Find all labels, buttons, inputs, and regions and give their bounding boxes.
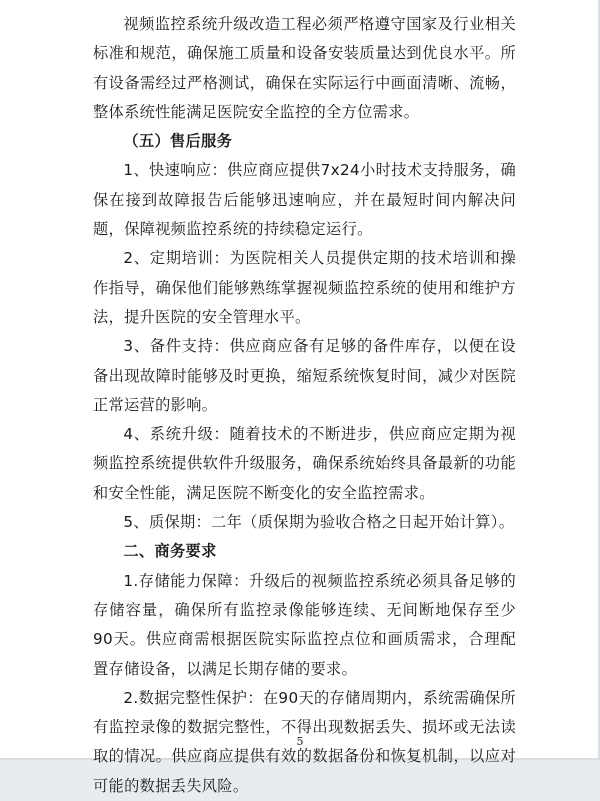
- after-sales-item-3: 3、备件支持：供应商应备有足够的备件库存，以便在设备出现故障时能够及时更换，缩短系统恢复时间，减少对医院正常运营的影响。: [93, 337, 516, 414]
- intro-paragraph: 视频监控系统升级改造工程必须严格遵守国家及行业相关标准和规范，确保施工质量和设备安装质量达到优良水平。所有设备需经过严格测试，确保在实际运行中画面清晰、流畅，整体系统性能满足医院安全监控的全方位需求。: [93, 15, 516, 121]
- after-sales-item-5: 5、质保期：二年（质保期为验收合格之日起开始计算）。: [123, 513, 515, 532]
- after-sales-item-1: 1、快速响应：供应商应提供7x24小时技术支持服务，确保在接到故障报告后能够迅速响应，并在最短时间内解决问题，保障视频监控系统的持续稳定运行。: [93, 161, 516, 239]
- page-number: 5: [296, 735, 304, 748]
- business-item-1: 1.存储能力保障：升级后的视频监控系统必须具备足够的存储容量，确保所有监控录像能够连续、无间断地保存至少90天。供应商需根据医院实际监控点位和画质需求，合理配置存储设备，以满足长期存储的要求。: [93, 571, 516, 678]
- after-sales-item-4: 4、系统升级：随着技术的不断进步，供应商应定期为视频监控系统提供软件升级服务，确保系统始终具备最新的功能和安全性能，满足医院不断变化的安全监控需求。: [93, 425, 516, 502]
- business-requirements-heading: 二、商务要求: [123, 542, 217, 561]
- page-body: [93, 10, 516, 801]
- business-item-2: 2.数据完整性保护：在90天的存储周期内，系统需确保所有监控录像的数据完整性，不得出现数据丢失、损坏或无法读取的情况。供应商应提供有效的数据备份和恢复机制，以应对可能的数据丢失风险。: [93, 688, 516, 795]
- after-sales-heading: （五）售后服务: [123, 132, 233, 151]
- after-sales-item-2: 2、定期培训：为医院相关人员提供定期的技术培训和操作指导，确保他们能够熟练掌握视频监控系统的使用和维护方法，提升医院的安全管理水平。: [93, 249, 516, 326]
